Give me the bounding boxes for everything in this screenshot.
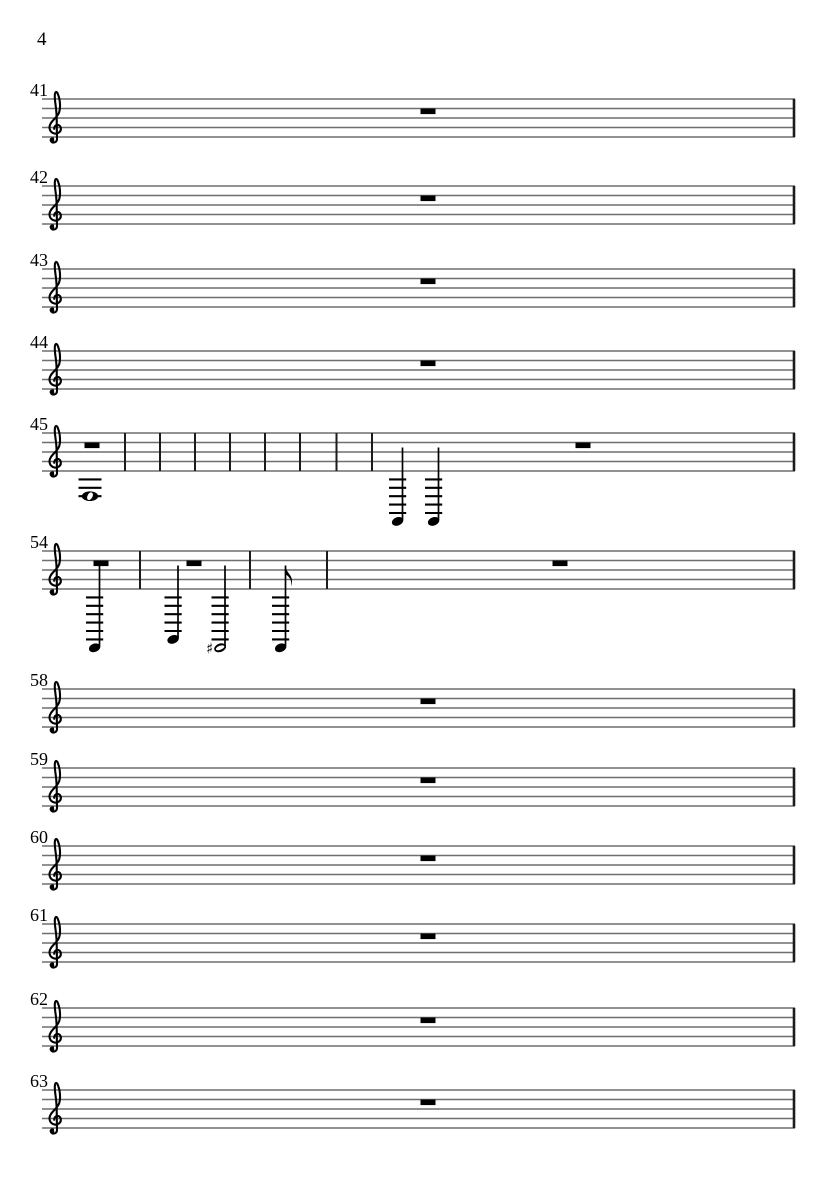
system [30, 989, 795, 1052]
clef-ball [50, 1129, 54, 1133]
clef-ball [50, 390, 54, 394]
clef-ball [50, 728, 54, 732]
whole-rest [421, 1100, 436, 1106]
measure-number: 63 [30, 1071, 48, 1091]
whole-rest [187, 561, 202, 567]
system [30, 532, 795, 657]
measure-number: 60 [30, 827, 48, 847]
system [30, 1071, 795, 1134]
clef-ball [50, 807, 54, 811]
system [30, 827, 795, 890]
quarter-note [425, 448, 442, 528]
quarter-note [389, 448, 406, 528]
system [30, 670, 795, 733]
whole-rest [421, 109, 436, 115]
clef-ball [50, 1047, 54, 1051]
measure-number: 62 [30, 989, 48, 1009]
system [30, 332, 795, 395]
whole-rest [421, 699, 436, 705]
whole-rest [421, 934, 436, 940]
eighth-flag-icon [286, 566, 293, 587]
measure-number: 54 [30, 532, 48, 552]
whole-rest [576, 443, 591, 449]
system [30, 905, 795, 968]
measure-number: 45 [30, 414, 48, 434]
whole-rest [421, 778, 436, 784]
measure-number: 42 [30, 167, 48, 187]
whole-rest [421, 1018, 436, 1024]
system [30, 167, 795, 230]
quarter-note [86, 566, 103, 654]
measure-number: 41 [30, 80, 48, 100]
whole-rest [553, 561, 568, 567]
quarter-note [165, 566, 182, 646]
system [30, 250, 795, 313]
clef-ball [50, 963, 54, 967]
whole-rest [421, 856, 436, 862]
measure-number: 58 [30, 670, 48, 690]
measure-number: 61 [30, 905, 48, 925]
clef-ball [50, 885, 54, 889]
system [30, 80, 795, 143]
clef-ball [50, 308, 54, 312]
whole-rest [421, 361, 436, 367]
measure-number: 44 [30, 332, 48, 352]
clef-ball [50, 472, 54, 476]
whole-rest [94, 561, 109, 567]
page-number: 4 [37, 29, 47, 50]
measure-number: 43 [30, 250, 48, 270]
whole-rest [421, 196, 436, 202]
whole-rest [421, 279, 436, 285]
clef-ball [50, 138, 54, 142]
clef-ball [50, 590, 54, 594]
system [30, 414, 795, 527]
measure-number: 59 [30, 749, 48, 769]
whole-rest [85, 443, 100, 449]
system [30, 749, 795, 812]
sharp-accidental: ♯ [206, 639, 214, 658]
clef-ball [50, 225, 54, 229]
eighth-note [272, 566, 292, 654]
whole-note [79, 479, 102, 501]
